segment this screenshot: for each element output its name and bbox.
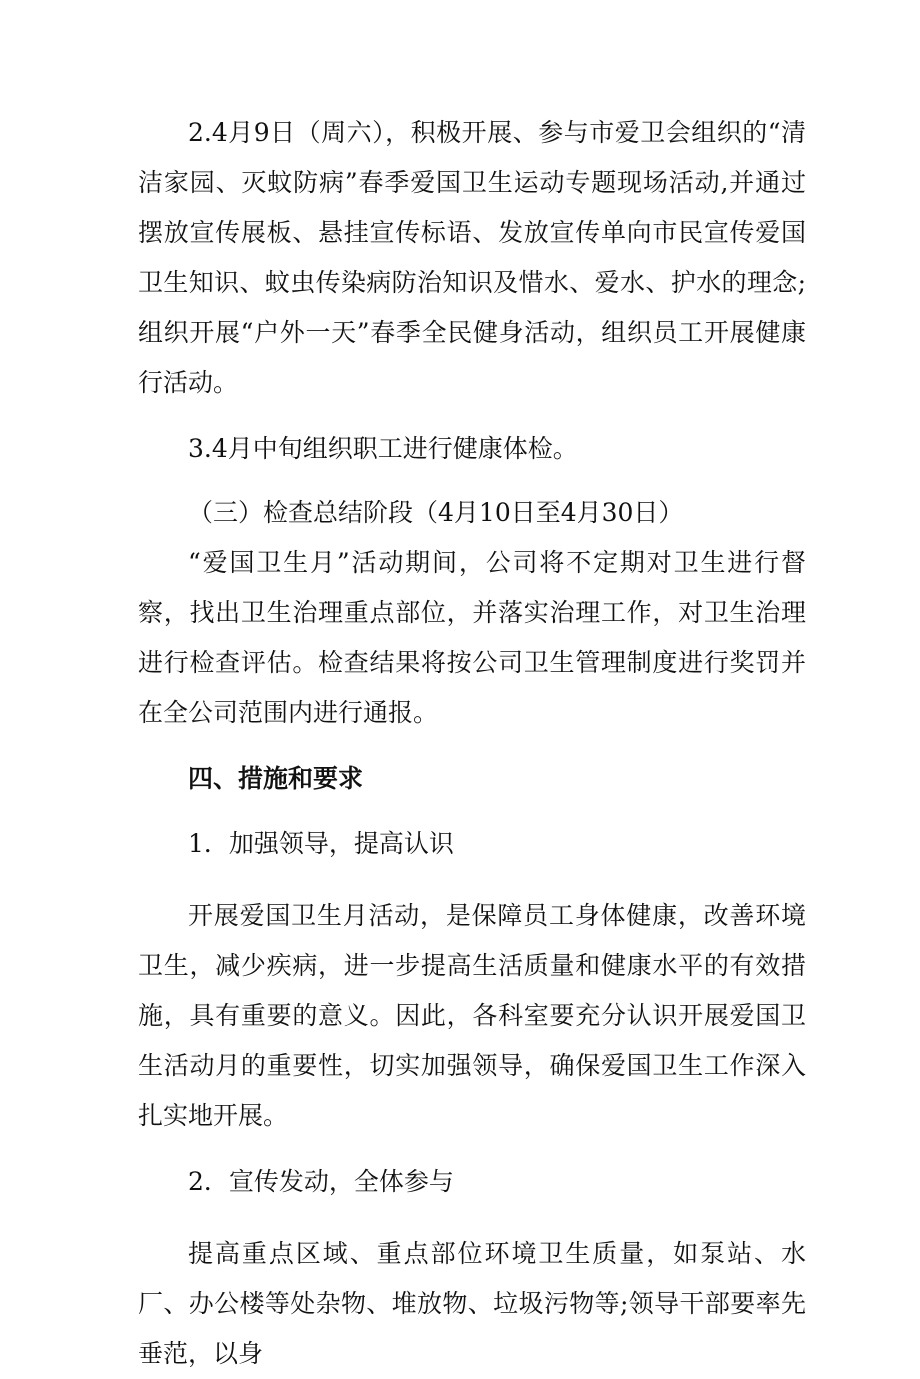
document-body	[138, 108, 806, 1379]
paragraph-inspection-summary: “爱国卫生月”活动期间，公司将不定期对卫生进行督察，找出卫生治理重点部位，并落实治理工作，对卫生治理进行检查评估。检查结果将按公司卫生管理制度进行奖罚并在全公司范围内进行通报。	[138, 548, 806, 727]
item-two-title: 2．宣传发动，全体参与	[188, 1167, 454, 1196]
item-one-title: 1．加强领导，提高认识	[188, 829, 454, 858]
section-four-title: 四、措施和要求	[188, 764, 364, 793]
paragraph-activity-april-9: 2.4月9日（周六），积极开展、参与市爱卫会组织的“清洁家园、灭蚊防病”春季爱国卫生运动专题现场活动,并通过摆放宣传展板、悬挂宣传标语、发放宣传单向市民宣传爱国卫生知识、蚊虫传染病防治知识及惜水、爱水、护水的理念;组织开展“户外一天”春季全民健身活动，组织员工开展健康行活动。	[138, 118, 806, 397]
paragraph-key-areas: 提高重点区域、重点部位环境卫生质量，如泵站、水厂、办公楼等处杂物、堆放物、垃圾污物等;领导干部要率先垂范，以身	[138, 1239, 806, 1368]
paragraph-leadership-awareness: 开展爱国卫生月活动，是保障员工身体健康，改善环境卫生，减少疾病，进一步提高生活质量和健康水平的有效措施，具有重要的意义。因此，各科室要充分认识开展爱国卫生活动月的重要性，切实加强领导，确保爱国卫生工作深入扎实地开展。	[138, 901, 806, 1130]
paragraph-health-checkup: 3.4月中旬组织职工进行健康体检。	[188, 434, 578, 463]
stage-three-title: （三）检查总结阶段（4月10日至4月30日）	[188, 498, 684, 527]
